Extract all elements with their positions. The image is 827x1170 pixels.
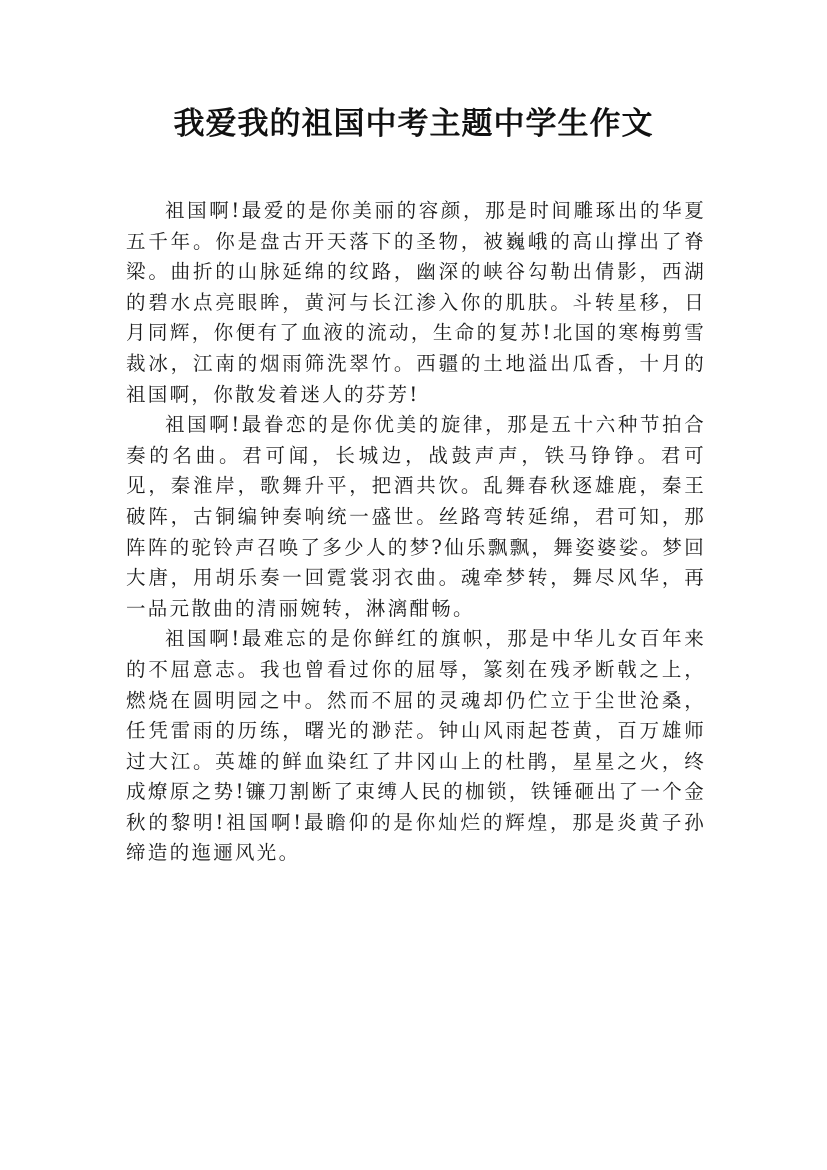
document-body <box>126 196 706 869</box>
paragraph-2: 祖国啊!最眷恋的是你优美的旋律，那是五十六种节拍合奏的名曲。君可闻，长城边，战鼓声声，铁马铮铮。君可见，秦淮岸，歌舞升平，把酒共饮。乱舞春秋逐雄鹿，秦王破阵，古铜编钟奏响统一盛世。丝路弯转延绵，君可知，那阵阵的驼铃声召唤了多少人的梦?仙乐飘飘，舞姿婆娑。梦回大唐，用胡乐奏一回霓裳羽衣曲。魂牵梦转，舞尽风华，再一品元散曲的清丽婉转，淋漓酣畅。 <box>126 413 706 620</box>
paragraph-3: 祖国啊!最难忘的是你鲜红的旗帜，那是中华儿女百年来的不屈意志。我也曾看过你的屈辱，篆刻在残矛断戟之上，燃烧在圆明园之中。然而不屈的灵魂却仍伫立于尘世沧桑，任凭雷雨的历练，曙光的渺茫。钟山风雨起苍黄，百万雄师过大江。英雄的鲜血染红了井冈山上的杜鹃，星星之火，终成燎原之势!镰刀割断了束缚人民的枷锁，铁锤砸出了一个金秋的黎明!祖国啊!最瞻仰的是你灿烂的辉煌，那是炎黄子孙缔造的迤逦风光。 <box>126 627 706 865</box>
document-title: 我爱我的祖国中考主题中学生作文 <box>173 106 654 142</box>
paragraph-1: 祖国啊!最爱的是你美丽的容颜，那是时间雕琢出的华夏五千年。你是盘古开天落下的圣物，被巍峨的高山撑出了脊梁。曲折的山脉延绵的纹路，幽深的峡谷勾勒出倩影，西湖的碧水点亮眼眸，黄河与长江渗入你的肌肤。斗转星移，日月同辉，你便有了血液的流动，生命的复苏!北国的寒梅剪雪裁冰，江南的烟雨筛洗翠竹。西疆的土地溢出瓜香，十月的祖国啊，你散发着迷人的芬芳! <box>126 199 706 406</box>
